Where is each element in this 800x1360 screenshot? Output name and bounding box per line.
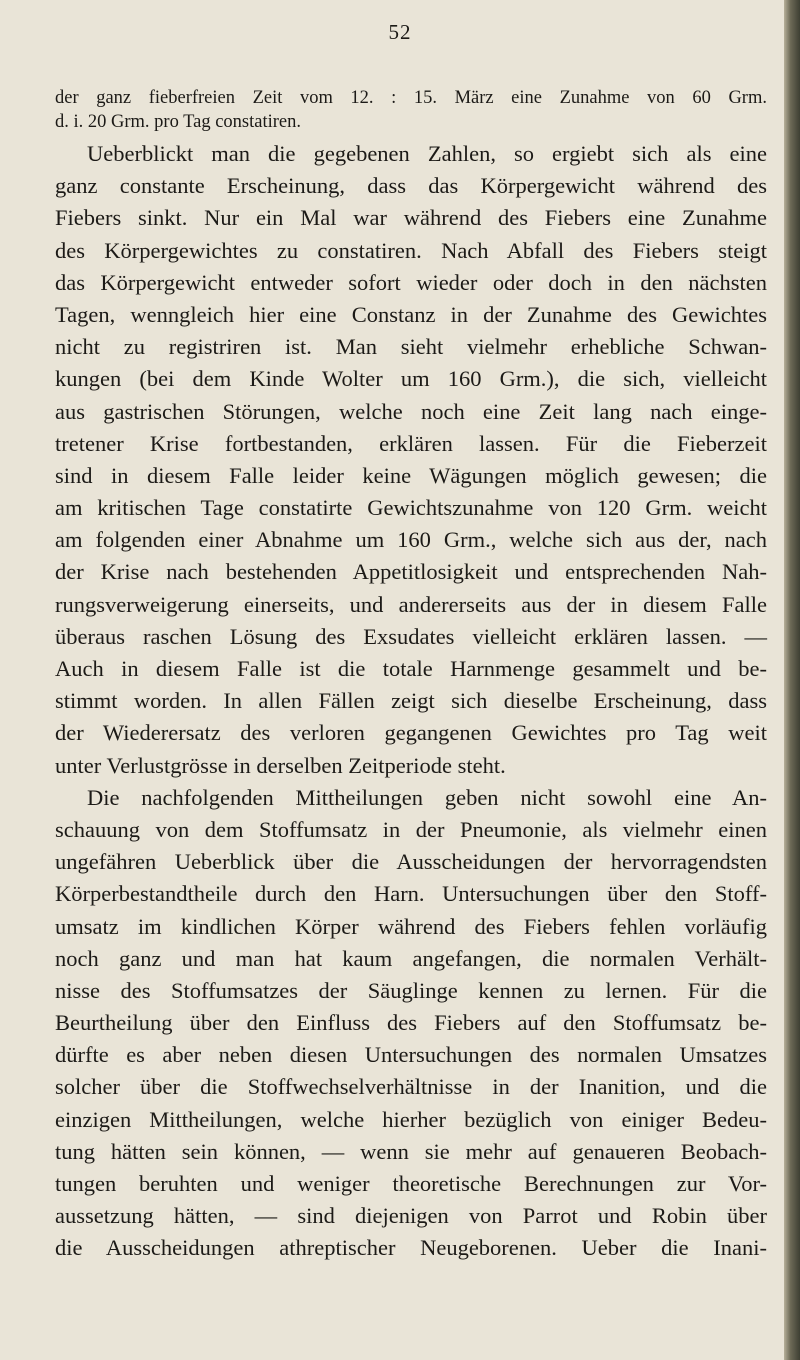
text-line: schauung von dem Stoffumsatz in der Pneumonie, als vielmehr einen	[55, 816, 767, 842]
text-line: einzigen Mittheilungen, welche hierher bezüglich von einiger Bedeu-	[55, 1106, 767, 1132]
text-line: am kritischen Tage constatirte Gewichtszunahme von 120 Grm. weicht	[55, 495, 767, 521]
text-line: aussetzung hätten, — sind diejenigen von Parrot und Robin über	[55, 1203, 767, 1229]
text-line: d. i. 20 Grm. pro Tag constatiren.	[55, 112, 302, 132]
text-line: der ganz fieberfreien Zeit vom 12. : 15. März eine Zunahme von 60 Grm.	[55, 88, 767, 108]
text-line: tungen beruhten und weniger theoretische Berechnungen zur Vor-	[55, 1171, 767, 1196]
text-line: umsatz im kindlichen Körper während des Fiebers fehlen vorläufig	[55, 913, 767, 939]
text-line: der Krise nach bestehenden Appetitlosigkeit und entsprechenden Nah-	[55, 559, 767, 585]
text-line: Fiebers sinkt. Nur ein Mal war während des Fiebers eine Zunahme	[55, 205, 767, 231]
text-line: Beurtheilung über den Einfluss des Fiebers auf den Stoffumsatz be-	[55, 1010, 767, 1036]
text-line: dürfte es aber neben diesen Untersuchungen des normalen Umsatzes	[55, 1042, 767, 1068]
text-line: sind in diesem Falle leider keine Wägungen möglich gewesen; die	[55, 462, 767, 488]
text-line: Körperbestandtheile durch den Harn. Untersuchungen über den Stoff-	[55, 881, 767, 907]
text-line: solcher über die Stoffwechselverhältnisse in der Inanition, und die	[55, 1074, 767, 1100]
text-line: nisse des Stoffumsatzes der Säuglinge kennen zu lernen. Für die	[55, 977, 767, 1003]
text-line: tung hätten sein können, — wenn sie mehr auf genaueren Beobach-	[55, 1138, 767, 1164]
text-line: noch ganz und man hat kaum angefangen, die normalen Verhält-	[55, 945, 767, 971]
text-line: aus gastrischen Störungen, welche noch eine Zeit lang nach einge-	[55, 398, 767, 424]
text-line: der Wiederersatz des verloren gegangenen Gewichtes pro Tag weit	[55, 720, 767, 746]
page-number: 52	[388, 20, 412, 44]
text-line: Ueberblickt man die gegebenen Zahlen, so ergiebt sich als eine	[87, 141, 767, 166]
text-line: Die nachfolgenden Mittheilungen geben nicht sowohl eine An-	[87, 784, 767, 810]
text-line: Auch in diesem Falle ist die totale Harnmenge gesammelt und be-	[55, 656, 767, 681]
text-line: Tagen, wenngleich hier eine Constanz in der Zunahme des Gewichtes	[55, 301, 767, 327]
body-text	[55, 86, 767, 1265]
text-line: tretener Krise fortbestanden, erklären lassen. Für die Fieberzeit	[55, 430, 767, 456]
text-line: rungsverweigerung einerseits, und andererseits aus der in diesem Falle	[55, 591, 767, 617]
page-edge-shadow	[784, 0, 800, 1360]
text-line: das Körpergewicht entweder sofort wieder oder doch in den nächsten	[55, 269, 767, 295]
text-line: die Ausscheidungen athreptischer Neugeborenen. Ueber die Inani-	[55, 1235, 767, 1261]
text-line: stimmt worden. In allen Fällen zeigt sich dieselbe Erscheinung, dass	[55, 688, 767, 714]
text-line: kungen (bei dem Kinde Wolter um 160 Grm.), die sich, vielleicht	[55, 366, 767, 392]
text-line: ungefähren Ueberblick über die Ausscheidungen der hervorragendsten	[55, 849, 767, 875]
text-line: des Körpergewichtes zu constatiren. Nach Abfall des Fiebers steigt	[55, 237, 767, 263]
text-line: nicht zu registriren ist. Man sieht vielmehr erhebliche Schwan-	[55, 334, 767, 360]
text-line: ganz constante Erscheinung, dass das Körpergewicht während des	[55, 173, 767, 199]
text-line: unter Verlustgrösse in derselben Zeitperiode steht.	[55, 752, 506, 778]
text-line: am folgenden einer Abnahme um 160 Grm., welche sich aus der, nach	[55, 527, 767, 553]
text-line: überaus raschen Lösung des Exsudates vielleicht erklären lassen. —	[55, 623, 767, 649]
